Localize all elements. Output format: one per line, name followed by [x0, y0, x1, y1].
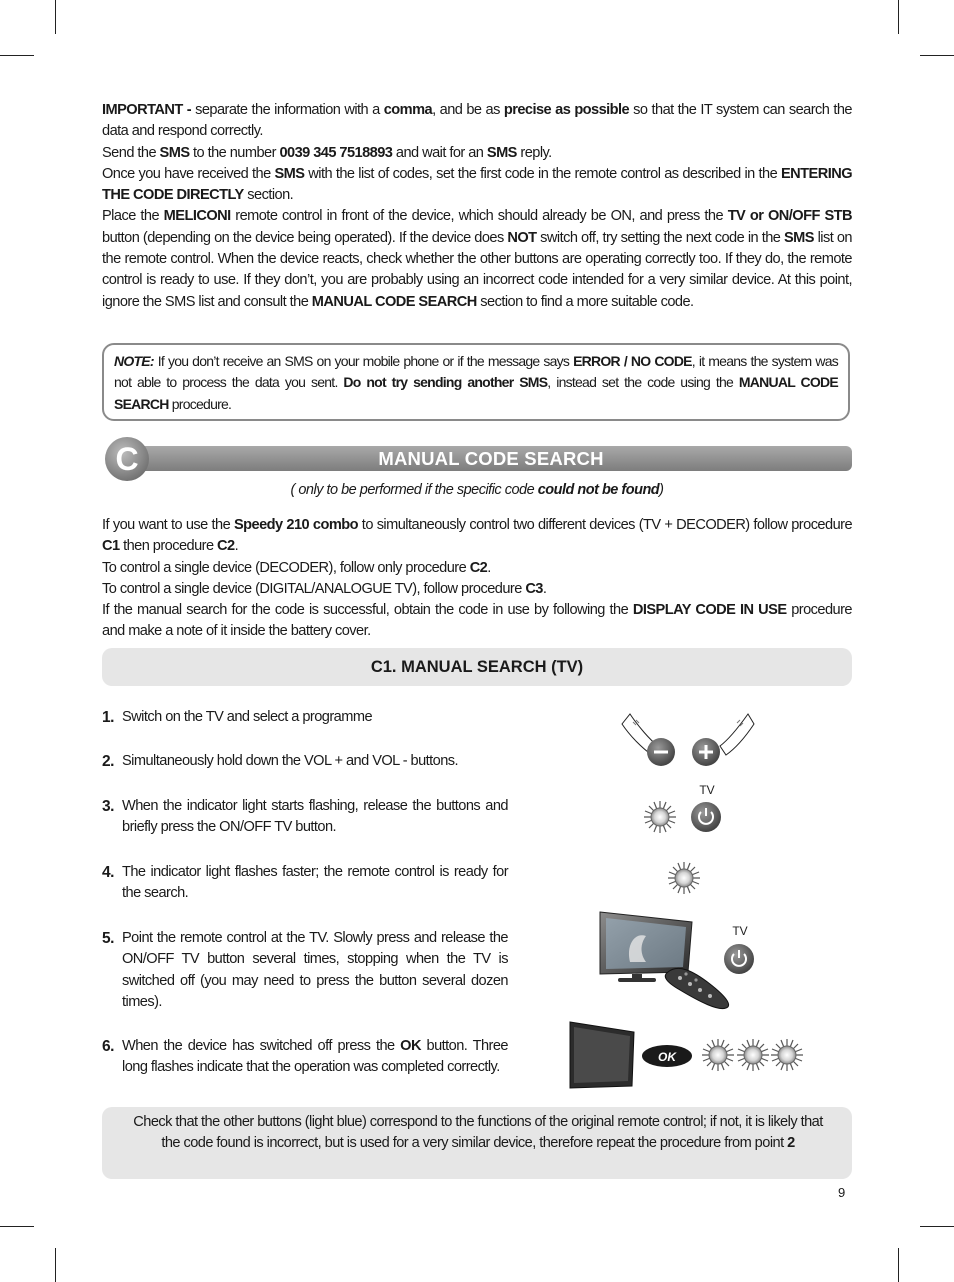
power-icon: [724, 944, 754, 974]
crop-mark: [920, 55, 954, 56]
section-subtitle: ( only to be performed if the specific code could not be found): [290, 482, 664, 498]
led-icon: [771, 1039, 803, 1071]
step-item: 5. Point the remote control at the TV. Slowly press and release the ON/OFF TV button several times, stopping when the TV is switched off (you may need to press the button several dozen times).: [102, 930, 508, 1010]
illustrations: [560, 700, 860, 1100]
note-box: NOTE: If you don’t receive an SMS on your mobile phone or if the message says ERROR / NO CODE, it means the system was not able to process the data you sent. Do not try sending another SMS, instead set the code using the MANUAL CODE SEARCH procedure.: [102, 343, 850, 421]
tv-label: TV: [699, 783, 715, 797]
step-item: 6. When the device has switched off press the OK button. Three long flashes indicate that the operation was completed correctly.: [102, 1038, 508, 1076]
section-banner: [130, 446, 852, 471]
note-label: NOTE:: [114, 353, 154, 369]
procedure-paragraph: To control a single device (DIGITAL/ANALOGUE TV), follow procedure C3.: [102, 580, 547, 597]
crop-mark: [55, 0, 56, 34]
section-title: MANUAL CODE SEARCH: [378, 447, 604, 469]
step-item: 1. Switch on the TV and select a programme: [102, 709, 373, 726]
led-icon: [702, 1039, 734, 1071]
remote-control-icon: [665, 968, 728, 1008]
step-item: 2. Simultaneously hold down the VOL + and VOL - buttons.: [102, 753, 459, 770]
intro-paragraph-place: Place the MELICONI remote control in front of the device, which should already be ON, and press the TV or ON/OFF STB button (depending on the device being operated). If the device does NOT switch off, try setting the next code in the SMS list on the remote control. When the device reacts, check whether the other buttons are operating correctly too. If they do, the remote control is ready to use. If they don’t, you are probably using an incorrect code intended for a very similar device. At this point, ignore the SMS list and consult the MANUAL CODE SEARCH section to find a more suitable code.: [102, 208, 853, 310]
intro-paragraph-important: IMPORTANT - separate the information with a comma, and be as precise as possible so that the IT system can search the data and respond correctly.: [102, 102, 852, 140]
crop-mark: [0, 1226, 34, 1227]
page-number: 9: [838, 1185, 846, 1200]
power-icon: [691, 802, 721, 832]
procedure-paragraph: If the manual search for the code is successful, obtain the code in use by following the DISPLAY CODE IN USE procedure and make a note of it inside the battery cover.: [102, 602, 852, 640]
ok-button: [642, 1045, 692, 1067]
tv-label: TV: [732, 924, 748, 938]
intro-paragraph-send: Send the SMS to the number 0039 345 7518893 and wait for an SMS reply.: [102, 144, 552, 161]
crop-mark: [898, 0, 899, 34]
led-icon: [644, 801, 676, 833]
ok-label: OK: [658, 1050, 676, 1064]
vol-minus-icon: [647, 738, 675, 766]
c1-title: C1. MANUAL SEARCH (TV): [370, 657, 584, 676]
procedure-paragraph: If you want to use the Speedy 210 combo to simultaneously control two different devices (TV + DECODER) follow procedure C1 then procedure C2.: [102, 517, 853, 555]
crop-mark: [55, 1248, 56, 1282]
procedure-text: [102, 515, 852, 643]
vol-plus-icon: [692, 738, 720, 766]
intro-text: [102, 100, 852, 313]
crop-mark: [898, 1248, 899, 1282]
crop-mark: [0, 55, 34, 56]
tv-screen-icon: [570, 1022, 634, 1088]
bottom-note-text: Check that the other buttons (light blue) correspond to the functions of the original remote control; if not, it is likely that the code found is incorrect, but is used for a very similar device, therefore repeat the procedure from point 2: [133, 1114, 823, 1152]
c1-heading-bar: [102, 648, 852, 686]
led-icon: [668, 862, 700, 894]
intro-paragraph-received: Once you have received the SMS with the list of codes, set the first code in the remote control as described in the ENTERING THE CODE DIRECTLY section.: [102, 165, 853, 204]
step-item: 3. When the indicator light starts flashing, release the buttons and briefly press the ON/OFF TV button.: [102, 798, 508, 836]
section-letter: C: [115, 441, 139, 477]
step-item: 4. The indicator light flashes faster; the remote control is ready for the search.: [102, 864, 508, 902]
bottom-note-box: [102, 1107, 852, 1179]
section-letter-badge: [104, 436, 150, 482]
crop-mark: [920, 1226, 954, 1227]
finger-icon: [622, 714, 754, 755]
procedure-paragraph: To control a single device (DECODER), follow only procedure C2.: [102, 559, 491, 576]
led-icon: [737, 1039, 769, 1071]
